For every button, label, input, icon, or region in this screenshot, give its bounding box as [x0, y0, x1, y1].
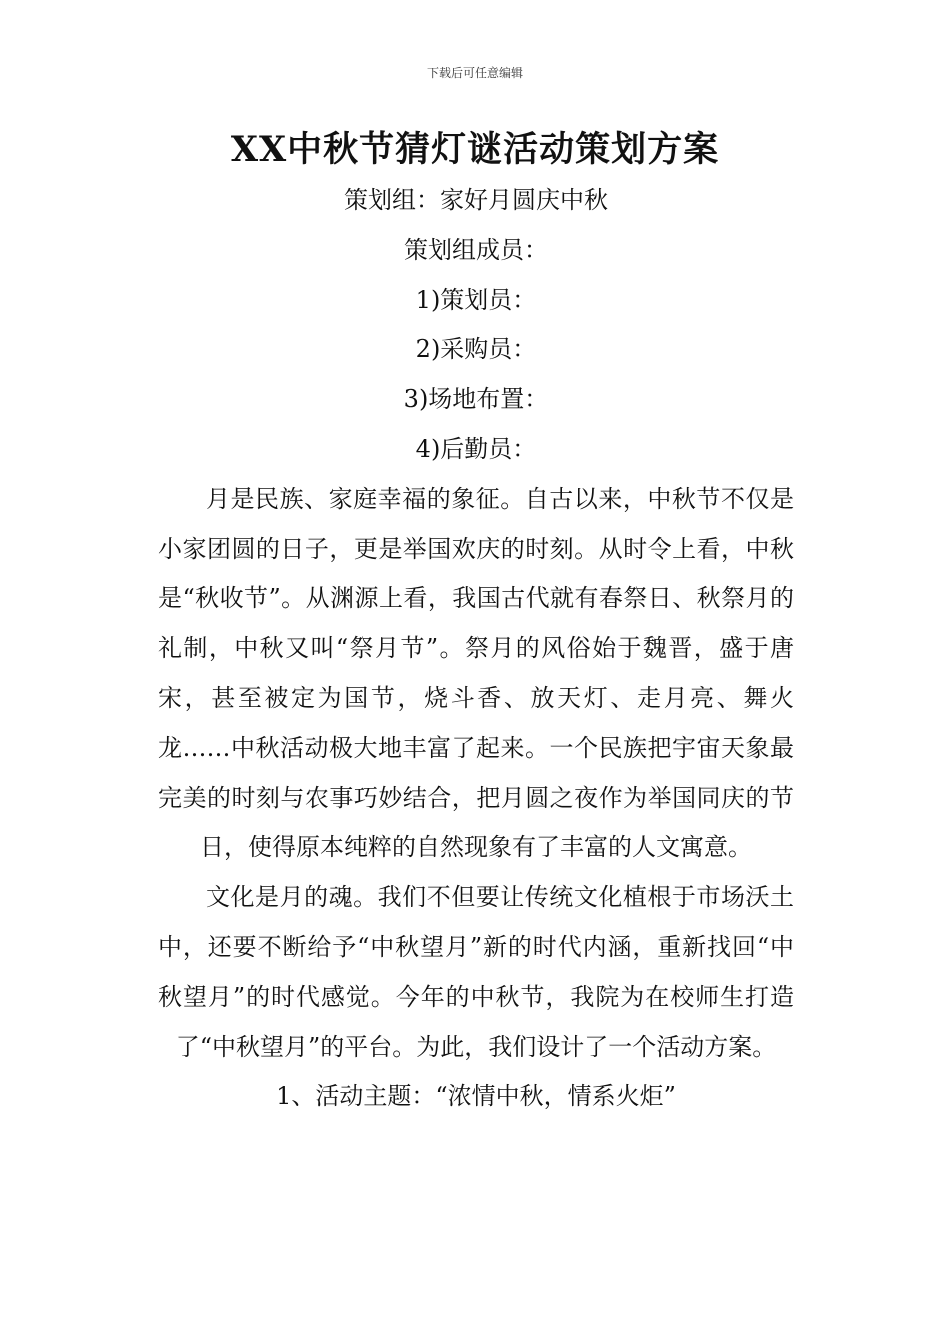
member-item-planner: 1)策划员：	[415, 285, 537, 314]
planning-group-line: 策划组：家好月圆庆中秋	[344, 186, 608, 214]
document-body	[158, 176, 794, 1122]
section-heading-theme: 1、活动主题：“浓情中秋，情系火炬”	[276, 1082, 676, 1111]
member-item-logistics: 4)后勤员：	[415, 434, 537, 463]
document-title: XX中秋节猜灯谜活动策划方案	[230, 129, 720, 170]
member-item-venue-setup: 3)场地布置：	[403, 385, 549, 414]
body-paragraph: 月是民族、家庭幸福的象征。自古以来，中秋节不仅是小家团圆的日子，更是举国欢庆的时刻。从时令上看，中秋是“秋收节”。从渊源上看，我国古代就有春祭日、秋祭月的礼制，中秋又叫“祭月节”。祭月的风俗始于魏晋，盛于唐宋，甚至被定为国节，烧斗香、放天灯、走月亮、舞火龙……中秋活动极大地丰富了起来。一个民族把宇宙天象最完美的时刻与农事巧妙结合，把月圆之夜作为举国同庆的节日，使得原本纯粹的自然现象有了丰富的人文寓意。	[158, 484, 794, 862]
members-heading: 策划组成员：	[404, 235, 548, 264]
header-note: 下载后可任意编辑	[426, 66, 523, 80]
body-paragraph: 文化是月的魂。我们不但要让传统文化植根于市场沃土中，还要不断给予“中秋望月”新的时代内涵，重新找回“中秋望月”的时代感觉。今年的中秋节，我院为在校师生打造了“中秋望月”的平台。为此，我们设计了一个活动方案。	[158, 883, 794, 1061]
member-item-purchaser: 2)采购员：	[415, 335, 537, 364]
